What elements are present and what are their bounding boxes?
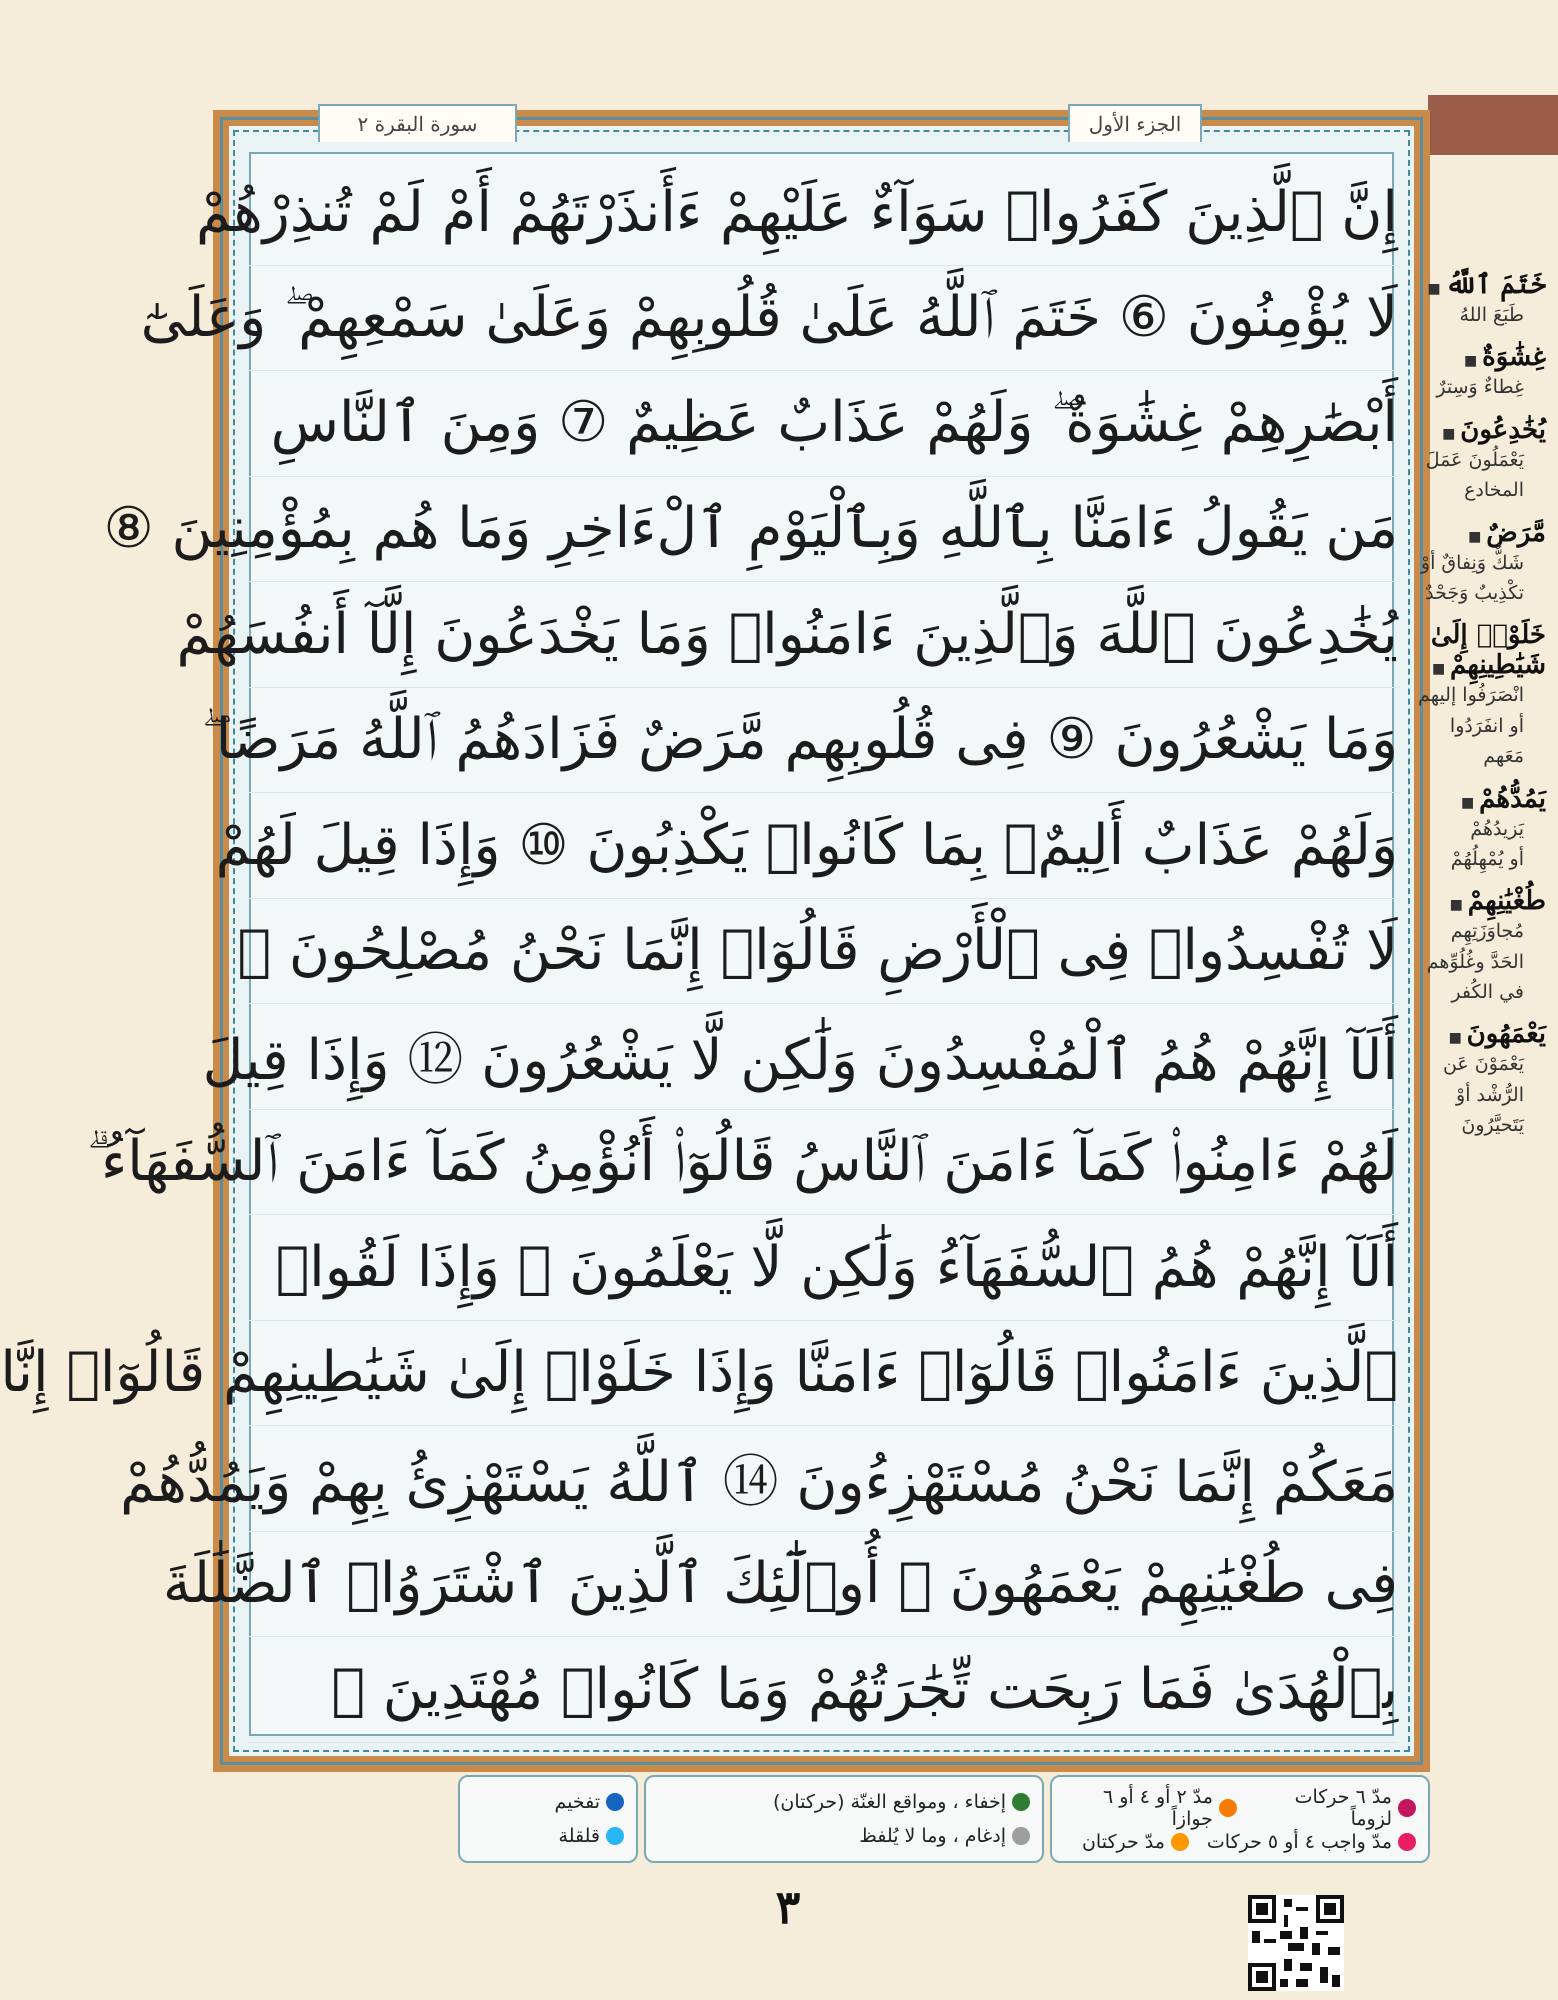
glossary-term: يَعْمَهُونَ ■ [1346,1019,1546,1049]
page-edge-tab [1428,95,1558,155]
legend-label: إدغام ، وما لا يُلفظ [859,1825,1006,1847]
glossary-item [1346,415,1546,506]
legend-row [658,1825,1030,1847]
glossary-item [1346,518,1546,609]
glossary-item [1346,270,1546,330]
verse-line: فِى طُغْيَٰنِهِمْ يَعْمَهُونَ ⑮ أُو۟لَٰٓئِكَ ٱلَّذِينَ ٱشْتَرَوُا۟ ٱلضَّلَٰلَةَ [248,1532,1398,1638]
glossary-definition: طَبَعَ اللهُ [1459,304,1524,326]
page-number: ٣ [775,1880,801,1934]
glossary-definition: انْصَرَفُوا إليهم [1418,684,1524,707]
glossary-definition: يَزيدُهُمْ [1470,817,1524,840]
glossary-definition: مُجاوَزَتِهِم [1450,920,1524,943]
glossary-item [1346,784,1546,875]
glossary-definition: تكْذِيبٌ وَجَحْدٌ [1425,581,1524,604]
color-dot-icon [1219,1799,1237,1817]
glossary-definition: أو انفَرَدُوا [1449,714,1524,737]
color-dot-icon [1171,1833,1189,1851]
legend-item [1082,1831,1189,1853]
verse-line: أَلَآ إِنَّهُمْ هُمُ ٱلْمُفْسِدُونَ وَلَٰكِن لَّا يَشْعُرُونَ ⑫ وَإِذَا قِيلَ [248,1004,1398,1110]
glossary-item [1346,620,1546,771]
legend-label: إخفاء ، ومواقع الغنّة (حركتان) [772,1791,1006,1813]
glossary-definition: المخادع [1464,479,1524,502]
verse-line: وَمَا يَشْعُرُونَ ⑨ فِى قُلُوبِهِم مَّرَضٌ فَزَادَهُمُ ٱللَّهُ مَرَضًا ۖ [248,688,1398,794]
tajweed-legend [213,1775,1430,1863]
glossary-term: يَمُدُّهُمْ ■ [1346,784,1546,814]
verse-lines [0,160,1398,1743]
glossary-term: خَتَمَ ٱللَّهُ ■ [1346,270,1546,300]
verse-line: مَعَكُمْ إِنَّمَا نَحْنُ مُسْتَهْزِءُونَ ⑭ ٱللَّهُ يَسْتَهْزِئُ بِهِمْ وَيَمُدُّهُمْ [248,1426,1398,1532]
verse-line: ٱلَّذِينَ ءَامَنُوا۟ قَالُوٓا۟ ءَامَنَّا وَإِذَا خَلَوْا۟ إِلَىٰ شَيَٰطِينِهِمْ قَالُوٓا۟ إِنَّا [248,1321,1398,1427]
glossary-term: غِشَٰوَةٌ ■ [1346,342,1546,372]
legend-label: قلقلة [558,1825,600,1847]
glossary-definition: يَعْمَلُونَ عَمَلَ [1425,448,1524,471]
verse-line: أَبْصَٰرِهِمْ غِشَٰوَةٌ ۖ وَلَهُمْ عَذَابٌ عَظِيمٌ ⑦ وَمِنَ ٱلنَّاسِ [248,371,1398,477]
glossary-definition: الحَدَّ وغُلُوِّهم [1426,950,1524,973]
glossary-term: طُغْيَٰنِهِمْ ■ [1346,886,1546,916]
legend-ghunna-box [644,1775,1044,1863]
legend-tafkheem-box [458,1775,638,1863]
verse-line: لَا يُؤْمِنُونَ ⑥ خَتَمَ ٱللَّهُ عَلَىٰ قُلُوبِهِمْ وَعَلَىٰ سَمْعِهِمْ ۖ وَعَلَىٰٓ [248,266,1398,372]
glossary-definition: أو يُمْهِلُهُمْ [1450,847,1524,870]
legend-item [773,1791,1030,1813]
legend-row [472,1791,624,1813]
glossary-definition: في الكُفر [1451,981,1524,1004]
legend-row [472,1825,624,1847]
verse-line: لَا تُفْسِدُوا۟ فِى ٱلْأَرْضِ قَالُوٓا۟ إِنَّمَا نَحْنُ مُصْلِحُونَ ⑪ [248,899,1398,1005]
color-dot-icon [1012,1827,1030,1845]
legend-madd-box [1050,1775,1430,1863]
legend-label: مدّ حركتان [1081,1830,1165,1853]
verse-line: مَن يَقُولُ ءَامَنَّا بِٱللَّهِ وَبِٱلْيَوْمِ ٱلْءَاخِرِ وَمَا هُم بِمُؤْمِنِينَ ⑧ [248,477,1398,583]
legend-item [1064,1786,1237,1830]
legend-label: مدّ ٦ حركات لزوماً [1294,1785,1392,1830]
legend-item [859,1825,1030,1847]
legend-row [1064,1786,1416,1830]
glossary-item [1346,886,1546,1007]
glossary-definition: يَتَحيَّرُونَ [1461,1114,1524,1137]
legend-item [1255,1786,1416,1830]
color-dot-icon [1398,1799,1416,1817]
glossary-term: مَّرَضٌ ■ [1346,518,1546,548]
legend-item [1207,1831,1416,1853]
glossary-definition: غِطاءٌ وَسِترٌ [1436,376,1524,399]
color-dot-icon [1398,1833,1416,1851]
glossary-definition: الرُّشْد أوْ [1456,1083,1524,1106]
legend-row [658,1791,1030,1813]
glossary-definition: شَكٌّ وَنِفاقٌ أوْ [1420,551,1524,574]
legend-label: مدّ ٢ أو ٤ أو ٦ جوازاً [1102,1785,1213,1830]
color-dot-icon [606,1827,624,1845]
legend-item [559,1825,624,1847]
glossary-definition: مَعَهم [1483,745,1524,768]
color-dot-icon [1012,1793,1030,1811]
glossary-item [1346,1019,1546,1140]
verse-line: إِنَّ ٱلَّذِينَ كَفَرُوا۟ سَوَآءٌ عَلَيْهِمْ ءَأَنذَرْتَهُمْ أَمْ لَمْ تُنذِرْهُمْ [248,160,1398,266]
surah-header: سورة البقرة ٢ [318,104,517,142]
verse-line: يُخَٰدِعُونَ ٱللَّهَ وَٱلَّذِينَ ءَامَنُوا۟ وَمَا يَخْدَعُونَ إِلَّآ أَنفُسَهُمْ [248,582,1398,688]
juz-header: الجزء الأول [1068,104,1202,142]
legend-item [554,1791,624,1813]
glossary-term: يُخَٰدِعُونَ ■ [1346,415,1546,445]
verse-line: وَلَهُمْ عَذَابٌ أَلِيمٌۢ بِمَا كَانُوا۟ يَكْذِبُونَ ⑩ وَإِذَا قِيلَ لَهُمْ [248,793,1398,899]
glossary-margin [1346,270,1546,1153]
verse-line: بِٱلْهُدَىٰ فَمَا رَبِحَت تِّجَٰرَتُهُمْ وَمَا كَانُوا۟ مُهْتَدِينَ ⑯ [248,1637,1398,1743]
verse-line: لَهُمْ ءَامِنُوا۟ كَمَآ ءَامَنَ ٱلنَّاسُ قَالُوٓا۟ أَنُؤْمِنُ كَمَآ ءَامَنَ ٱلسُّفَهَآءُ ۗ [248,1110,1398,1216]
verse-line: أَلَآ إِنَّهُمْ هُمُ ٱلسُّفَهَآءُ وَلَٰكِن لَّا يَعْلَمُونَ ⑬ وَإِذَا لَقُوا۟ [248,1215,1398,1321]
color-dot-icon [606,1793,624,1811]
glossary-item [1346,342,1546,402]
legend-label: تفخيم [554,1791,600,1813]
legend-label: مدّ واجب ٤ أو ٥ حركات [1206,1830,1392,1853]
legend-row [1064,1831,1416,1853]
glossary-definition: يَعْمَوْنَ عَن [1442,1053,1524,1076]
glossary-term: خَلَوْا۟ إِلَىٰ شَيَٰطِينِهِمْ ■ [1346,620,1546,680]
qr-code[interactable] [1248,1895,1344,1991]
